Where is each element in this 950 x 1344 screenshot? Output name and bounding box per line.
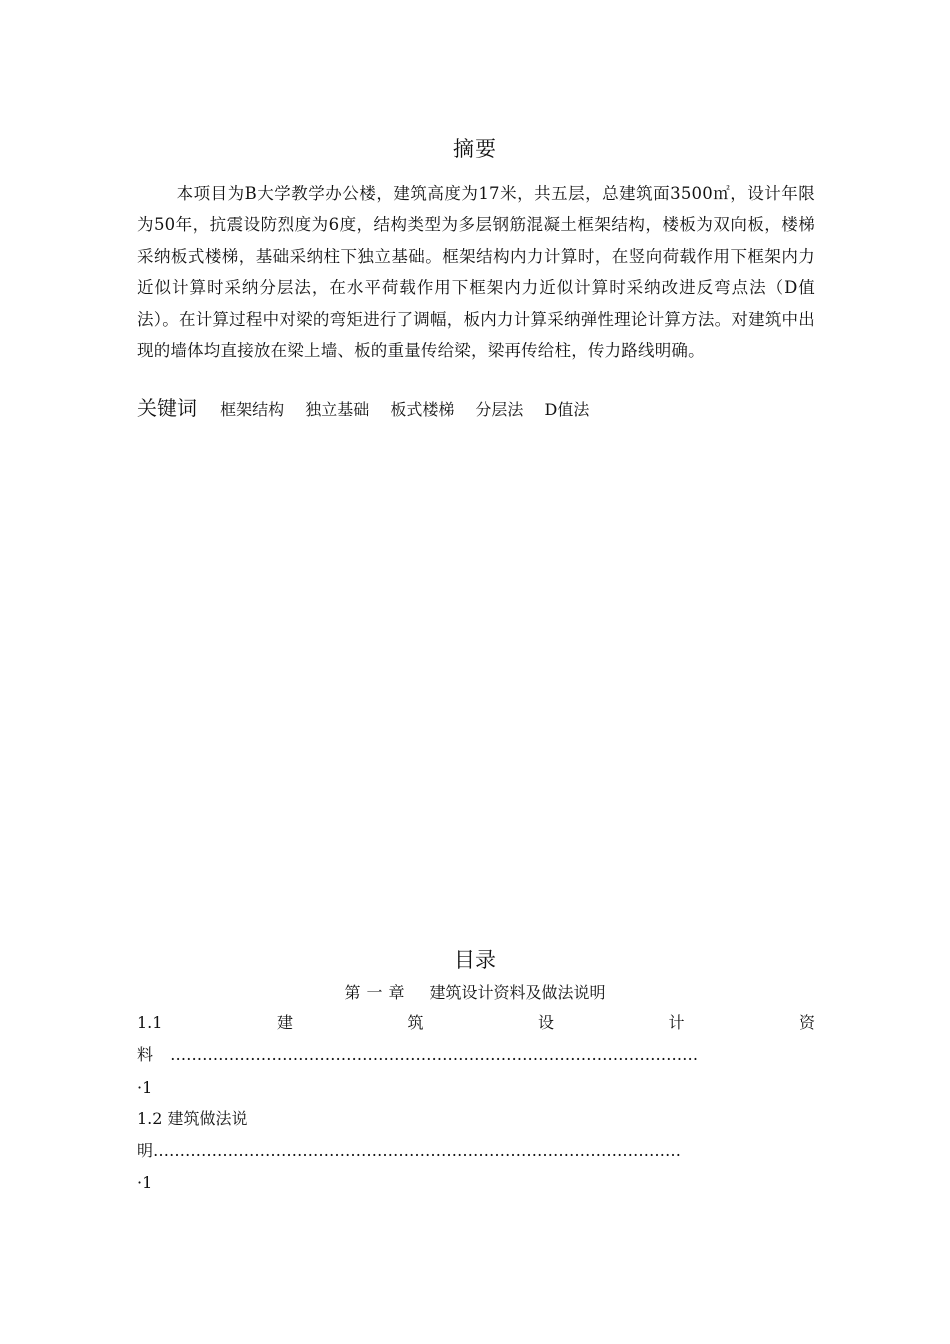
toc-entry-number: 1.2	[137, 1109, 163, 1128]
keyword-item: D值法	[544, 400, 590, 419]
toc-title: 目录	[454, 948, 496, 972]
toc-entry-title-char: 计	[668, 1013, 685, 1032]
toc-chapter-title: 建筑设计资料及做法说明	[429, 983, 606, 1002]
abstract-title: 摘要	[453, 137, 497, 161]
toc-chapter-number: 第一章	[344, 983, 411, 1002]
toc-leader-dots: ………………………………………………………………………………………	[153, 1141, 682, 1160]
toc-entry-title: 建筑做法说	[167, 1109, 248, 1128]
toc-entry-number: 1.1	[137, 1013, 163, 1032]
toc-entry-1-1-line2[interactable]	[137, 1044, 815, 1066]
toc-entry-1-1-line3[interactable]	[137, 1077, 815, 1099]
toc-entry-page: ·1	[137, 1078, 153, 1097]
toc-entry-title-char: 筑	[407, 1013, 424, 1032]
keywords-line	[137, 394, 837, 424]
keyword-item: 独立基础	[305, 400, 370, 419]
toc-entry-title-char: 资	[798, 1013, 815, 1032]
toc-entry-1-2-line3[interactable]	[137, 1172, 815, 1194]
toc-entry-title-char: 明	[137, 1141, 154, 1160]
toc-entry-title-char: 设	[537, 1013, 554, 1032]
keyword-item: 板式楼梯	[390, 400, 455, 419]
toc-entry-1-2-line2[interactable]	[137, 1140, 802, 1162]
toc-entry-title-char: 建	[276, 1013, 293, 1032]
keyword-item: 分层法	[475, 400, 524, 419]
toc-entry-1-2-line1[interactable]	[137, 1108, 815, 1130]
toc-entry-1-1-line1[interactable]	[137, 1012, 815, 1034]
keywords-label: 关键词	[137, 396, 197, 420]
keyword-item: 框架结构	[220, 400, 285, 419]
toc-chapter-heading	[0, 982, 950, 1004]
abstract-body: 本项目为B大学教学办公楼，建筑高度为17米，共五层，总建筑面3500㎡，设计年限为50年，抗震设防烈度为6度，结构类型为多层钢筋混凝土框架结构，楼板为双向板，楼梯采纳板式楼梯，基础采纳柱下独立基础。框架结构内力计算时，在竖向荷载作用下框架内力近似计算时采纳分层法，在水平荷载作用下框架内力近似计算时采纳改进反弯点法（D值法）。在计算过程中对梁的弯矩进行了调幅，板内力计算采纳弹性理论计算方法。对建筑中出现的墙体均直接放在梁上墙、板的重量传给梁，梁再传给柱，传力路线明确。	[137, 184, 815, 361]
toc-leader-dots: ………………………………………………………………………………………	[170, 1045, 699, 1064]
toc-entry-title-char: 料	[137, 1045, 154, 1064]
toc-entry-page: ·1	[137, 1173, 153, 1192]
